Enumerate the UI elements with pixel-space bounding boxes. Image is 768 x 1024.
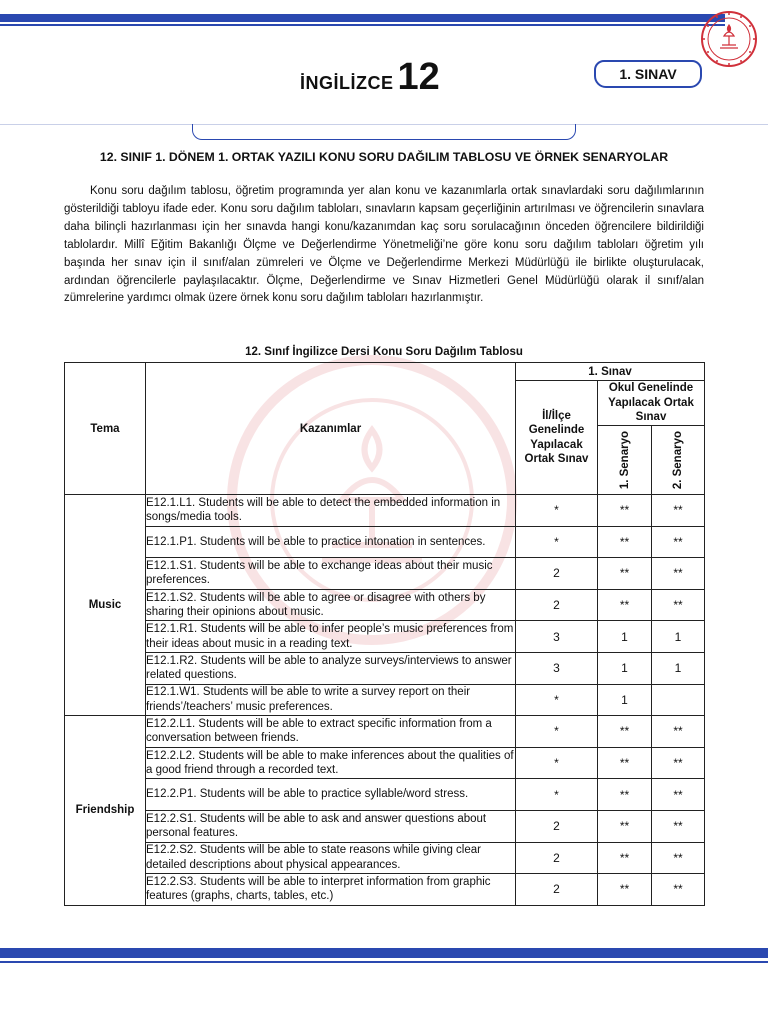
scenario-2-cell: ** <box>652 526 705 558</box>
table-row <box>65 874 705 906</box>
scenario-2-cell: 1 <box>652 621 705 653</box>
scenario-2-cell: ** <box>652 779 705 811</box>
provincial-count-cell: 2 <box>516 874 598 906</box>
theme-header: Tema <box>65 363 146 495</box>
provincial-count-cell: * <box>516 526 598 558</box>
intro-paragraph: Konu soru dağılım tablosu, öğretim programında yer alan konu ve kazanımlarla ortak sınavlardaki soru dağılımlarının gösterildiği tabloyu ifade eder. Konu soru dağılım tabloları, sınavların kapsam geçerliğinin artırılması ve öğrencilerin sınavlara daha bilinçli hazırlanması için her sınavda hangi konu/kazanımdan kaç soru sorulacağının önceden öğrencilere bildirildiği tablolardır. Millî Eğitim Bakanlığı Ölçme ve Değerlendirme Yönetmeliği’ne göre konu soru dağılım tabloları öğretim yılı başında her sınav için il sınıf/alan zümreleri ve Ölçme ve Değerlendirme Merkezi Müdürlüğü ile birlikte oluşturulacak, ardından öğrencilerle paylaşılacaktır. Ölçme, Değerlendirme ve Sınav Hizmetleri Genel Müdürlüğü olarak il sınıf/alan zümrelerine yardımcı olmak üzere örnek konu soru dağılım tabloları hazırlanmıştır. <box>64 185 704 305</box>
table-row <box>65 779 705 811</box>
provincial-count-cell: * <box>516 779 598 811</box>
provincial-count-cell: 2 <box>516 810 598 842</box>
provincial-count-cell: 2 <box>516 842 598 874</box>
provincial-count-cell: * <box>516 495 598 527</box>
table-row <box>65 684 705 716</box>
scenario-2-cell: ** <box>652 558 705 590</box>
outcome-cell: E12.2.L1. Students will be able to extract specific information from a conversation between friends. <box>146 716 516 748</box>
table-row <box>65 621 705 653</box>
scenario-1-cell: ** <box>598 716 652 748</box>
table-title: 12. Sınıf İngilizce Dersi Konu Soru Dağılım Tablosu <box>245 346 523 358</box>
table-row <box>65 652 705 684</box>
scenario-1-cell: ** <box>598 558 652 590</box>
scenario-1-cell: ** <box>598 842 652 874</box>
scenario-1-cell: 1 <box>598 652 652 684</box>
top-decorative-stripe <box>0 14 725 26</box>
provincial-count-cell: * <box>516 716 598 748</box>
outcome-cell: E12.1.S1. Students will be able to exchange ideas about their music preferences. <box>146 558 516 590</box>
table-row <box>65 526 705 558</box>
scenario-2-cell: ** <box>652 589 705 621</box>
subject-name: İNGİLİZCE <box>300 73 394 93</box>
document-heading: 12. SINIF 1. DÖNEM 1. ORTAK YAZILI KONU SORU DAĞILIM TABLOSU VE ÖRNEK SENARYOLAR <box>99 150 669 164</box>
scenario-2-header: 2. Senaryo <box>652 426 705 495</box>
scenario-2-cell: ** <box>652 874 705 906</box>
scenario-2-cell: ** <box>652 495 705 527</box>
scenario-1-cell: ** <box>598 779 652 811</box>
ministry-seal-logo <box>700 10 758 68</box>
exam-label-tab: 1. SINAV <box>594 60 702 88</box>
scenario-2-cell: ** <box>652 716 705 748</box>
subject-title <box>300 56 440 99</box>
table-row <box>65 716 705 748</box>
provincial-count-cell: 2 <box>516 558 598 590</box>
provincial-count-cell: * <box>516 747 598 779</box>
outcome-cell: E12.1.L1. Students will be able to detect the embedded information in songs/media tools. <box>146 495 516 527</box>
grade-number: 12 <box>397 56 440 98</box>
school-exam-header: Okul Genelinde Yapılacak Ortak Sınav <box>598 381 705 426</box>
scenario-2-cell: ** <box>652 842 705 874</box>
scenario-1-cell: ** <box>598 810 652 842</box>
table-row <box>65 810 705 842</box>
scenario-1-cell: 1 <box>598 684 652 716</box>
scenario-2-cell <box>652 684 705 716</box>
header-bracket <box>192 124 576 140</box>
outcome-cell: E12.1.P1. Students will be able to practice intonation in sentences. <box>146 526 516 558</box>
table-row <box>65 495 705 527</box>
outcome-cell: E12.1.W1. Students will be able to write a survey report on their friends’/teachers’ music preferences. <box>146 684 516 716</box>
provincial-count-cell: 3 <box>516 652 598 684</box>
scenario-2-cell: 1 <box>652 652 705 684</box>
scenario-1-cell: ** <box>598 526 652 558</box>
outcome-cell: E12.1.R1. Students will be able to infer people’s music preferences from their ideas about music in a reading text. <box>146 621 516 653</box>
table-row <box>65 747 705 779</box>
scenario-2-cell: ** <box>652 810 705 842</box>
provincial-count-cell: * <box>516 684 598 716</box>
provincial-count-cell: 2 <box>516 589 598 621</box>
table-row <box>65 589 705 621</box>
outcomes-header: Kazanımlar <box>146 363 516 495</box>
outcome-cell: E12.2.S3. Students will be able to interpret information from graphic features (graphs, charts, tables, etc.) <box>146 874 516 906</box>
scenario-1-cell: 1 <box>598 621 652 653</box>
bottom-decorative-stripe <box>0 948 768 963</box>
theme-cell: Friendship <box>65 716 146 906</box>
outcome-cell: E12.2.L2. Students will be able to make inferences about the qualities of a good friend through a recorded text. <box>146 747 516 779</box>
exam-header: 1. Sınav <box>516 363 705 381</box>
scenario-1-cell: ** <box>598 874 652 906</box>
table-row <box>65 842 705 874</box>
outcome-cell: E12.1.S2. Students will be able to agree or disagree with others by sharing their opinions about music. <box>146 589 516 621</box>
outcome-cell: E12.2.S2. Students will be able to state reasons while giving clear detailed descriptions about physical appearances. <box>146 842 516 874</box>
provincial-exam-header: İl/İlçe Genelinde Yapılacak Ortak Sınav <box>516 381 598 495</box>
table-row <box>65 558 705 590</box>
scenario-1-cell: ** <box>598 747 652 779</box>
outcome-cell: E12.2.S1. Students will be able to ask and answer questions about personal features. <box>146 810 516 842</box>
scenario-2-cell: ** <box>652 747 705 779</box>
outcome-cell: E12.1.R2. Students will be able to analyze surveys/interviews to answer related questions. <box>146 652 516 684</box>
theme-cell: Music <box>65 495 146 716</box>
outcome-cell: E12.2.P1. Students will be able to practice syllable/word stress. <box>146 779 516 811</box>
scenario-1-cell: ** <box>598 495 652 527</box>
scenario-1-cell: ** <box>598 589 652 621</box>
distribution-table <box>64 362 705 906</box>
provincial-count-cell: 3 <box>516 621 598 653</box>
scenario-1-header: 1. Senaryo <box>598 426 652 495</box>
